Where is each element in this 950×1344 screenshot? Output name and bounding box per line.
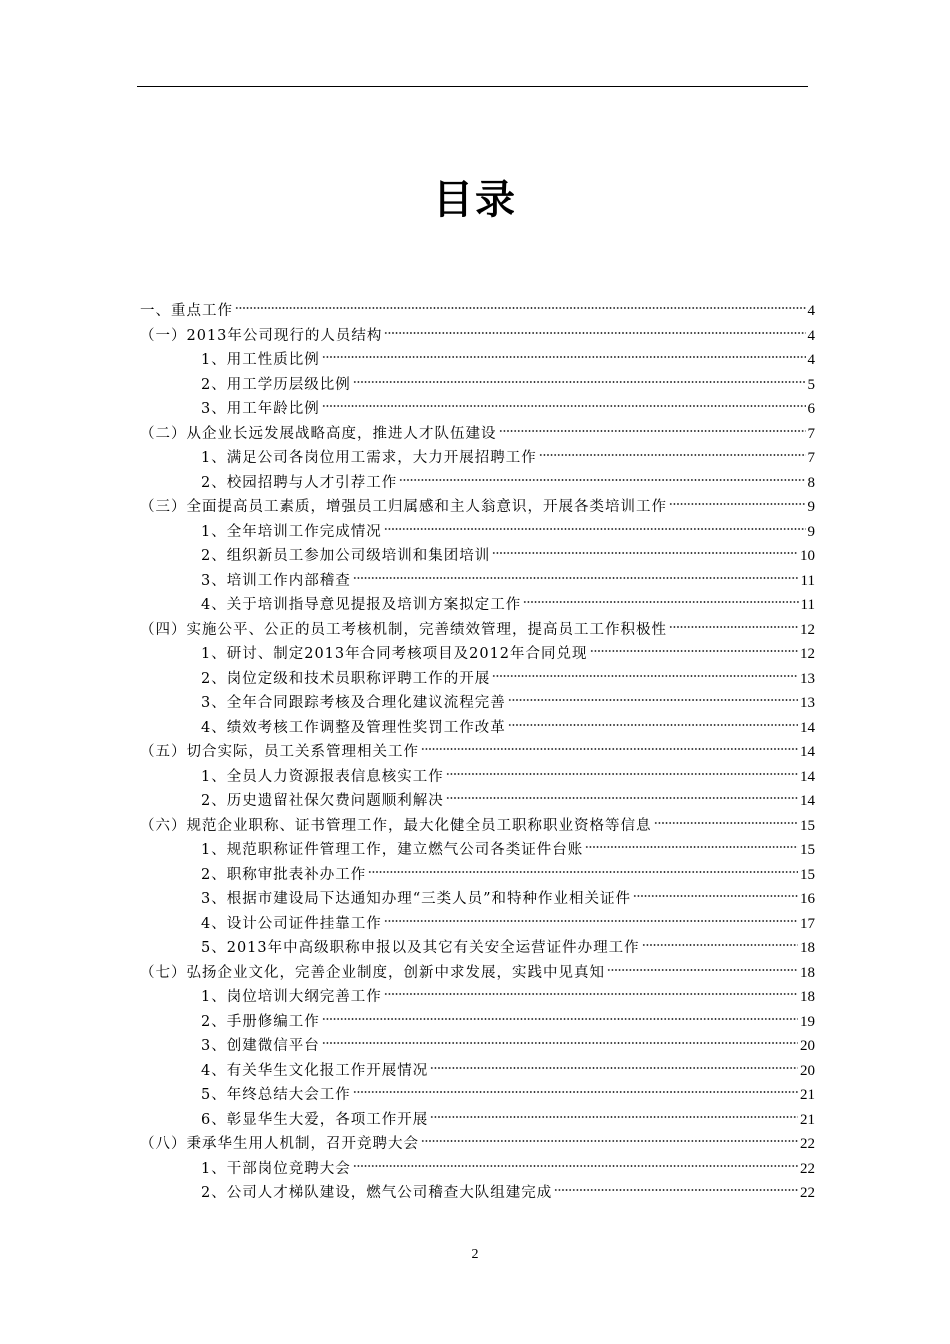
toc-dot-leader: [353, 379, 806, 385]
toc-entry[interactable]: [140, 642, 815, 667]
toc-entry[interactable]: [140, 348, 815, 373]
toc-entry-text: （七）弘扬企业文化，完善企业制度，创新中求发展，实践中见真知: [140, 964, 605, 981]
toc-entry[interactable]: [140, 936, 815, 961]
toc-entry[interactable]: [140, 495, 815, 520]
toc-entry-text: （六）规范企业职称、证书管理工作，最大化健全员工职称职业资格等信息: [140, 817, 652, 834]
toc-entry-page: 20: [800, 1062, 815, 1079]
page-title: 目录: [433, 177, 517, 223]
toc-entry-page: 18: [800, 989, 815, 1005]
toc-entry-text: （三）全面提高员工素质，增强员工归属感和主人翁意识，开展各类培训工作: [140, 499, 667, 515]
toc-dot-leader: [554, 1187, 798, 1193]
toc-entry-page: 14: [800, 719, 815, 736]
toc-entry-text: 3、创建微信平台: [201, 1038, 320, 1054]
toc-entry-text: 2、历史遗留社保欠费问题顺利解决: [201, 793, 444, 809]
toc-dot-leader: [585, 844, 798, 850]
toc-entry-text: 5、2013年中高级职称申报以及其它有关安全运营证件办理工作: [201, 940, 640, 956]
toc-entry[interactable]: [140, 1083, 815, 1108]
toc-entry[interactable]: [140, 1059, 815, 1084]
toc-entry-page: 7: [807, 425, 815, 442]
toc-dot-leader: [669, 624, 798, 630]
toc-entry[interactable]: [140, 740, 815, 765]
toc-entry-text: （八）秉承华生用人机制，召开竞聘大会: [140, 1136, 419, 1152]
toc-entry[interactable]: [140, 593, 815, 618]
toc-entry-page: 15: [800, 866, 815, 883]
toc-entry-page: 21: [800, 1111, 815, 1128]
toc-dot-leader: [322, 403, 806, 409]
toc-entry[interactable]: [140, 814, 815, 839]
toc-entry-text: 3、用工年龄比例: [201, 401, 320, 417]
toc-dot-leader: [607, 967, 798, 973]
toc-entry-text: 2、岗位定级和技术员职称评聘工作的开展: [201, 670, 491, 687]
toc-entry[interactable]: [140, 838, 815, 863]
toc-dot-leader: [421, 746, 798, 752]
toc-dot-leader: [353, 1163, 798, 1169]
toc-entry-page: 5: [807, 376, 815, 393]
toc-entry[interactable]: [140, 765, 815, 790]
toc-entry-text: （五）切合实际，员工关系管理相关工作: [140, 744, 419, 760]
toc-entry-text: 6、彰显华生大爱，各项工作开展: [201, 1111, 429, 1128]
toc-dot-leader: [523, 599, 798, 605]
toc-entry-text: （二）从企业长远发展战略高度，推进人才队伍建设: [140, 425, 497, 442]
toc-entry[interactable]: [140, 1157, 815, 1182]
toc-dot-leader: [368, 869, 798, 875]
toc-entry[interactable]: [140, 324, 815, 349]
toc-dot-leader: [492, 550, 798, 556]
toc-entry-page: 19: [800, 1013, 815, 1030]
toc-entry[interactable]: [140, 471, 815, 496]
toc-entry-text: 4、绩效考核工作调整及管理性奖罚工作改革: [201, 719, 506, 736]
toc-entry[interactable]: [140, 985, 815, 1010]
toc-entry[interactable]: [140, 446, 815, 471]
toc-entry-text: 1、全员人力资源报表信息核实工作: [201, 768, 444, 785]
toc-dot-leader: [492, 673, 798, 679]
table-of-contents: [140, 299, 815, 1206]
toc-entry-page: 14: [800, 768, 815, 785]
toc-dot-leader: [384, 918, 798, 924]
toc-entry-page: 20: [800, 1038, 815, 1054]
toc-dot-leader: [384, 526, 806, 532]
toc-entry[interactable]: [140, 961, 815, 986]
toc-entry-page: 22: [800, 1185, 815, 1201]
toc-entry[interactable]: [140, 789, 815, 814]
toc-entry-page: 9: [807, 499, 815, 515]
toc-entry-page: 13: [800, 670, 815, 687]
toc-entry[interactable]: [140, 299, 815, 324]
header-rule: [137, 86, 808, 87]
page-number: 2: [471, 1247, 479, 1262]
toc-dot-leader: [322, 1040, 798, 1046]
toc-entry[interactable]: [140, 1010, 815, 1035]
toc-entry-text: （四）实施公平、公正的员工考核机制，完善绩效管理，提高员工工作积极性: [140, 621, 667, 638]
toc-dot-leader: [669, 501, 806, 507]
toc-entry-text: 5、年终总结大会工作: [201, 1087, 351, 1103]
toc-entry[interactable]: [140, 397, 815, 422]
toc-entry-text: 1、研讨、制定2013年合同考核项目及2012年合同兑现: [201, 646, 588, 662]
toc-dot-leader: [642, 942, 798, 948]
toc-dot-leader: [430, 1114, 798, 1120]
toc-entry[interactable]: [140, 667, 815, 692]
toc-entry-text: 3、培训工作内部稽查: [201, 572, 351, 589]
toc-entry-page: 10: [800, 548, 815, 564]
toc-entry-text: 1、干部岗位竞聘大会: [201, 1160, 351, 1177]
toc-entry-text: 2、用工学历层级比例: [201, 376, 351, 393]
toc-entry[interactable]: [140, 520, 815, 545]
toc-entry-text: 4、设计公司证件挂靠工作: [201, 915, 382, 932]
toc-dot-leader: [353, 1089, 798, 1095]
toc-entry-page: 4: [807, 352, 815, 368]
toc-entry-text: 2、组织新员工参加公司级培训和集团培训: [201, 548, 491, 564]
toc-dot-leader: [508, 697, 798, 703]
toc-entry-page: 16: [800, 891, 815, 907]
toc-dot-leader: [322, 354, 806, 360]
toc-entry-text: 1、岗位培训大纲完善工作: [201, 989, 382, 1005]
toc-dot-leader: [508, 722, 798, 728]
toc-dot-leader: [399, 477, 805, 483]
toc-entry[interactable]: [140, 691, 815, 716]
toc-entry-page: 17: [800, 915, 815, 932]
toc-entry-page: 12: [800, 621, 815, 638]
toc-dot-leader: [446, 795, 798, 801]
toc-entry-text: 2、公司人才梯队建设，燃气公司稽查大队组建完成: [201, 1185, 553, 1201]
toc-entry-page: 18: [800, 940, 815, 956]
toc-entry-text: 1、用工性质比例: [201, 352, 320, 368]
toc-dot-leader: [235, 305, 806, 311]
toc-dot-leader: [430, 1065, 798, 1071]
toc-dot-leader: [322, 1016, 798, 1022]
toc-entry-page: 15: [800, 842, 815, 858]
toc-entry-page: 8: [807, 474, 815, 491]
toc-dot-leader: [446, 771, 798, 777]
toc-dot-leader: [353, 575, 799, 581]
toc-entry-text: 4、关于培训指导意见提报及培训方案拟定工作: [201, 597, 522, 613]
toc-entry-page: 12: [800, 646, 815, 662]
toc-entry-text: 1、满足公司各岗位用工需求，大力开展招聘工作: [201, 450, 537, 466]
toc-entry-page: 4: [807, 327, 815, 344]
toc-dot-leader: [421, 1138, 798, 1144]
toc-entry-text: （一）2013年公司现行的人员结构: [140, 327, 383, 344]
toc-entry-text: 2、手册修编工作: [201, 1013, 320, 1030]
toc-entry-text: 一、重点工作: [140, 303, 233, 319]
toc-entry-text: 2、校园招聘与人才引荐工作: [201, 474, 398, 491]
toc-dot-leader: [384, 991, 798, 997]
toc-entry[interactable]: [140, 422, 815, 447]
toc-entry[interactable]: [140, 1108, 815, 1133]
toc-entry-text: 2、职称审批表补办工作: [201, 866, 367, 883]
toc-dot-leader: [633, 893, 798, 899]
toc-entry-page: 22: [800, 1160, 815, 1177]
toc-entry-page: 11: [800, 597, 815, 613]
toc-entry[interactable]: [140, 716, 815, 741]
toc-entry-page: 22: [800, 1136, 815, 1152]
toc-dot-leader: [499, 428, 806, 434]
toc-entry[interactable]: [140, 569, 815, 594]
toc-entry-page: 14: [800, 744, 815, 760]
toc-entry-page: 7: [807, 450, 815, 466]
toc-entry-text: 4、有关华生文化报工作开展情况: [201, 1062, 429, 1079]
toc-entry[interactable]: [140, 912, 815, 937]
toc-dot-leader: [654, 820, 799, 826]
toc-entry-page: 14: [800, 793, 815, 809]
toc-entry-page: 6: [807, 401, 815, 417]
toc-entry-page: 4: [807, 303, 815, 319]
toc-entry[interactable]: [140, 373, 815, 398]
toc-entry[interactable]: [140, 863, 815, 888]
toc-entry[interactable]: [140, 1034, 815, 1059]
toc-entry-page: 15: [800, 817, 815, 834]
toc-entry[interactable]: [140, 618, 815, 643]
toc-entry[interactable]: [140, 1181, 815, 1206]
toc-entry-text: 1、规范职称证件管理工作，建立燃气公司各类证件台账: [201, 842, 584, 858]
toc-dot-leader: [590, 648, 798, 654]
toc-entry-text: 3、全年合同跟踪考核及合理化建议流程完善: [201, 695, 506, 711]
toc-dot-leader: [539, 452, 806, 458]
toc-entry-page: 18: [800, 964, 815, 981]
toc-entry-page: 9: [807, 523, 815, 540]
toc-entry[interactable]: [140, 1132, 815, 1157]
toc-entry[interactable]: [140, 544, 815, 569]
toc-dot-leader: [384, 330, 805, 336]
toc-entry-page: 13: [800, 695, 815, 711]
toc-entry-page: 21: [800, 1087, 815, 1103]
toc-entry-text: 1、全年培训工作完成情况: [201, 523, 382, 540]
toc-entry[interactable]: [140, 887, 815, 912]
toc-entry-page: 11: [800, 572, 815, 589]
toc-entry-text: 3、根据市建设局下达通知办理“三类人员”和特种作业相关证件: [201, 891, 632, 907]
